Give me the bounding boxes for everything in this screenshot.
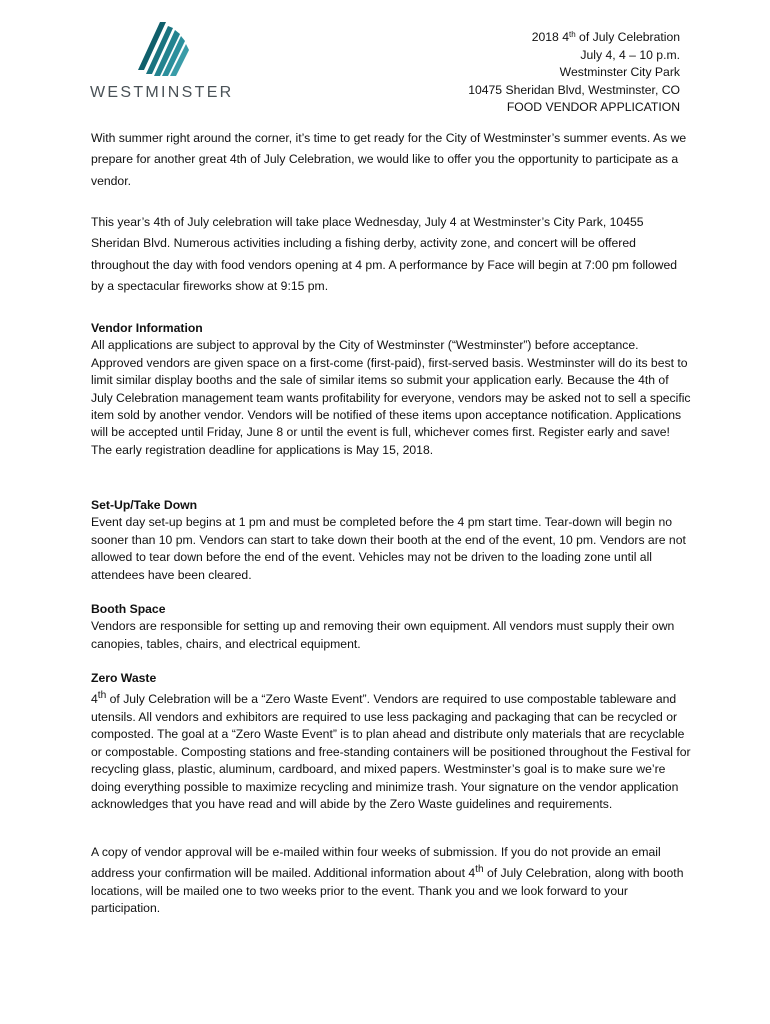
setup-heading: Set-Up/Take Down xyxy=(91,498,198,512)
header-address: 10475 Sheridan Blvd, Westminster, CO xyxy=(468,82,680,97)
vendor-information-heading: Vendor Information xyxy=(91,321,203,335)
zero-waste-body: 4th of July Celebration will be a “Zero Waste Event”. Vendors are required to use compostable tableware and utensils. All vendors and exhibitors are required to use less packaging and packaging that can be recycled or composted. The goal at a “Zero Waste Event” is to plan ahead and distribute only materials that are recyclable or compostable. Composting stations and free-standing containers will be positioned throughout the Festival for recycling glass, plastic, aluminum, cardboard, and mixed papers. Westminster’s goal is to make sure we’re doing everything possible to maximize recycling and minimize trash. Your signature on the vendor application acknowledges that you have read and will abide by the Zero Waste guidelines and requirements. xyxy=(91,690,691,811)
westminster-wordmark: WESTMINSTER xyxy=(90,84,234,101)
setup-body: Event day set-up begins at 1 pm and must be completed before the 4 pm start time. Tear-down will begin no sooner than 10 pm. Vendors can start to take down their booth at the end of the event, 10 pm. Vendors are not allowed to tear down before the end of the event. Vehicles may not be driven to the loading zone until all attendees have been cleared. xyxy=(91,515,686,582)
header-application-title: FOOD VENDOR APPLICATION xyxy=(506,100,680,114)
vendor-information-section xyxy=(91,320,691,459)
closing-paragraph: A copy of vendor approval will be e-mailed within four weeks of submission. If you do not provide an email address your confirmation will be mailed. Additional information about 4th of July Celebration, along with booth locations, will be mailed one to two weeks prior to the event. Thank you and we look forward to your participation. xyxy=(91,845,684,916)
booth-space-heading: Booth Space xyxy=(91,602,166,616)
westminster-logo-mark-icon xyxy=(136,18,192,80)
header-date: July 4, 4 – 10 p.m. xyxy=(580,47,680,62)
header-title: 2018 4th of July Celebration xyxy=(531,30,680,44)
zero-waste-heading: Zero Waste xyxy=(91,671,157,685)
booth-space-body: Vendors are responsible for setting up and removing their own equipment. All vendors must supply their own canopies, tables, chairs, and electrical equipment. xyxy=(91,619,675,651)
zero-waste-section xyxy=(91,670,691,813)
intro-paragraph-2: This year’s 4th of July celebration will take place Wednesday, July 4 at Westminster’s City Park, 10455 Sheridan Blvd. Numerous activities including a fishing derby, activity zone, and concert will be offered throughout the day with food vendors opening at 4 pm. A performance by Face will begin at 7:00 pm followed by a spectacular fireworks show at 9:15 pm. xyxy=(91,215,678,293)
booth-space-section xyxy=(91,601,691,653)
vendor-information-body: All applications are subject to approval by the City of Westminster (“Westminster”) before acceptance. Approved vendors are given space on a first-come (first-paid), first-served basis. Westminster will do its best to limit similar display booths and the sale of similar items so submit your application early. Because the 4th of July Celebration management team wants profitability for everyone, vendors may be asked not to sell a specific item sold by another vendor. Vendors will be notified of these items upon acceptance notification. Applications will be accepted until Friday, June 8 or until the event is full, whichever comes first. Register early and save! The early registration deadline for applications is May 15, 2018. xyxy=(91,338,691,457)
setup-section xyxy=(91,497,691,584)
event-header xyxy=(360,29,680,117)
intro-paragraph-1: With summer right around the corner, it’s time to get ready for the City of Westminster’s summer events. As we prepare for another great 4th of July Celebration, we would like to offer you the opportunity to participate as a vendor. xyxy=(91,131,687,188)
header-venue: Westminster City Park xyxy=(559,65,680,79)
westminster-logo xyxy=(90,18,240,103)
